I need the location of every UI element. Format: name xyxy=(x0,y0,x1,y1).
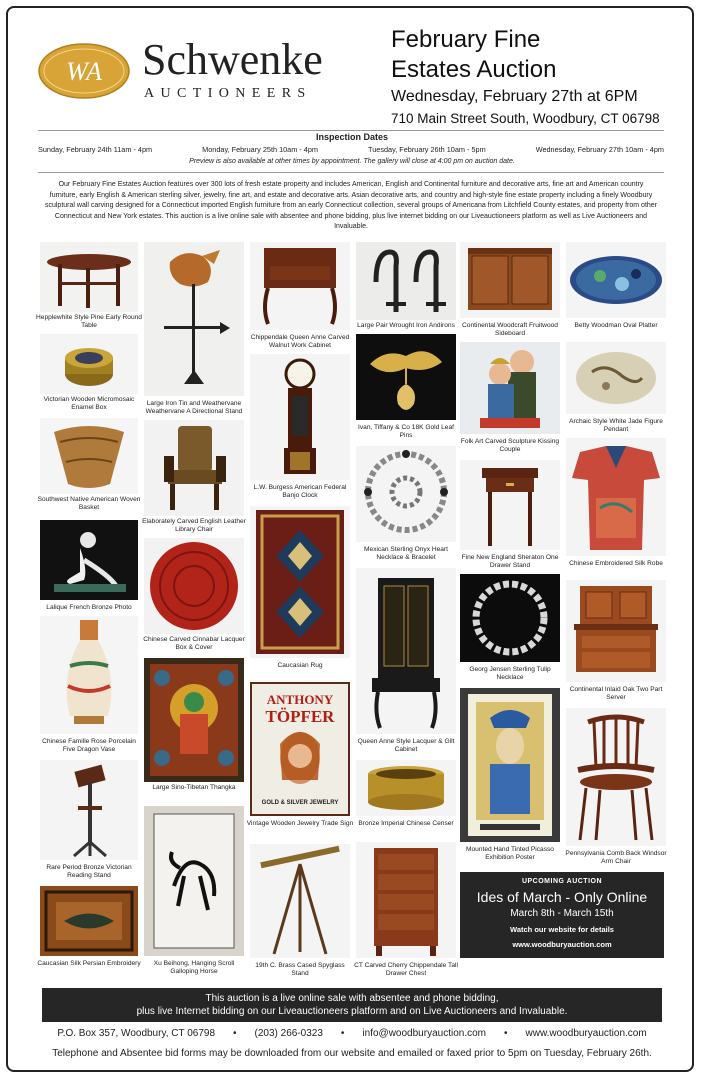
item-caption: Caucasian Rug xyxy=(277,662,323,669)
inspection-dates xyxy=(38,145,664,154)
item-caption: Queen Anne Style Lacquer & Gilt Cabinet xyxy=(357,738,455,753)
catalog-item[interactable] xyxy=(566,580,666,706)
item-photo xyxy=(250,682,350,816)
contact-separator: • xyxy=(504,1028,508,1039)
contact-email-link[interactable]: info@woodburyauction.com xyxy=(362,1028,486,1039)
inspection-title: Inspection Dates xyxy=(315,132,389,142)
catalog-item[interactable] xyxy=(460,342,560,458)
catalog-item[interactable] xyxy=(356,568,456,758)
item-photo xyxy=(566,708,666,846)
catalog-item[interactable] xyxy=(36,242,142,334)
item-caption: L.W. Burgess American Federal Banjo Clock xyxy=(253,484,347,499)
item-photo xyxy=(460,342,560,434)
item-caption: Betty Woodman Oval Platter xyxy=(574,322,658,329)
banner-line1: This auction is a live online sale with absentee and phone bidding, xyxy=(205,993,499,1004)
catalog-item[interactable] xyxy=(144,538,244,656)
item-photo xyxy=(40,520,138,600)
inspection-date: Tuesday, February 26th 10am - 5pm xyxy=(368,145,486,154)
catalog-item[interactable] xyxy=(566,342,666,438)
contact-row xyxy=(8,1028,694,1039)
item-caption: Large Iron Tin and Weathervane Weathervane A Directional Stand xyxy=(145,400,243,415)
item-caption: Fine New England Sheraton One Drawer Stand xyxy=(461,554,559,569)
item-photo xyxy=(144,420,244,516)
live-sale-banner xyxy=(42,988,662,1022)
upcoming-title: Ides of March - Only Online xyxy=(476,889,648,905)
item-caption: Elaborately Carved English Leather Library Chair xyxy=(142,518,246,533)
sign-line3: GOLD & SILVER JEWELRY xyxy=(261,800,339,806)
catalog-item[interactable] xyxy=(460,688,560,868)
item-caption: CT Carved Cherry Chippendale Tall Drawer Chest xyxy=(354,962,458,977)
catalog-item[interactable] xyxy=(40,616,138,758)
catalog-item[interactable] xyxy=(566,242,666,342)
catalog-item[interactable] xyxy=(144,242,244,420)
catalog-item[interactable] xyxy=(566,438,666,578)
item-caption: Vintage Wooden Jewelry Trade Sign xyxy=(246,820,354,827)
item-photo xyxy=(40,616,138,734)
contact-website-link[interactable]: www.woodburyauction.com xyxy=(525,1028,647,1039)
auction-flyer xyxy=(6,6,694,1072)
item-photo xyxy=(40,760,138,860)
item-photo xyxy=(566,242,666,318)
upcoming-dates: March 8th - March 15th xyxy=(510,908,614,919)
item-caption: Chinese Carved Cinnabar Lacquer Box & Cover xyxy=(143,636,245,651)
item-photo xyxy=(566,438,666,556)
catalog-item[interactable] xyxy=(40,520,138,614)
catalog-item[interactable] xyxy=(356,446,456,566)
catalog-item[interactable] xyxy=(250,242,350,354)
item-caption: Large Pair Wrought Iron Andirons xyxy=(357,322,455,329)
item-caption: Archaic Style White Jade Figure Pendant xyxy=(569,418,663,433)
item-caption: Pennsylvania Comb Back Windsor Arm Chair xyxy=(565,850,667,865)
inspection-date: Wednesday, February 27th 10am - 4pm xyxy=(535,145,664,154)
auction-title-line2: Estates Auction xyxy=(391,56,557,83)
item-photo xyxy=(40,242,138,312)
item-photo xyxy=(356,842,456,958)
item-photo xyxy=(356,334,456,420)
item-caption: Southwest Native American Woven Basket xyxy=(37,496,141,511)
auction-address: 710 Main Street South, Woodbury, CT 06798 xyxy=(391,111,660,126)
item-photo xyxy=(460,688,560,842)
item-photo xyxy=(144,658,244,782)
item-caption: Folk Art Carved Sculpture Kissing Couple xyxy=(460,438,560,453)
item-caption: Chinese Embroidered Silk Robe xyxy=(569,560,663,567)
item-photo xyxy=(250,844,350,958)
inspection-date: Sunday, February 24th 11am - 4pm xyxy=(38,145,153,154)
item-photo xyxy=(356,568,456,734)
item-photo xyxy=(356,242,456,320)
sign-line1: ANTHONY xyxy=(266,692,334,707)
item-photo xyxy=(40,886,138,956)
item-photo xyxy=(566,580,666,682)
item-caption: Chinese Famille Rose Porcelain Five Dragon Vase xyxy=(42,738,136,753)
item-photo xyxy=(40,334,138,394)
item-photo xyxy=(250,354,350,480)
contact-separator: • xyxy=(340,1028,345,1039)
item-caption: Mounted Hand Tinted Picasso Exhibition Poster xyxy=(466,846,554,861)
catalog-item[interactable] xyxy=(460,460,560,574)
contact-address: P.O. Box 357, Woodbury, CT 06798 xyxy=(57,1028,216,1039)
item-caption: Rare Period Bronze Victorian Reading Stand xyxy=(46,864,132,879)
item-caption: Lalique French Bronze Photo xyxy=(46,604,132,611)
bid-forms-note: Telephone and Absentee bid forms may be downloaded from our website and emailed or faxed prior to 5pm on Tuesday, February 26th. xyxy=(52,1048,652,1059)
catalog-item[interactable] xyxy=(356,842,456,980)
intro-paragraph: Our February Fine Estates Auction features over 300 lots of fresh estate property and includes American, English and Continental furniture and decorative arts, fine art and American country furniture, early English & American sterling silver, jewelry, fine art, and estate and decorative arts. Asian decorative arts, and country and high-style fine estate property including a finely Woodbury sculptural wall carving designed for a Connecticut imported English furniture from an early Connecticut collection, several groups of Americana from Litchfield County estates, and property from other Connecticut and New York estates. This auction is a live online sale with absentee and phone bidding, plus live internet bidding on our Liveauctioneers platform as well as Live Auctioneers and Invaluable. xyxy=(44,181,658,231)
catalog-item[interactable] xyxy=(40,334,138,416)
item-caption: Mexican Sterling Onyx Heart Necklace & Bracelet xyxy=(364,546,448,561)
catalog-item[interactable] xyxy=(250,844,350,980)
catalog-item[interactable] xyxy=(144,420,244,538)
divider xyxy=(38,130,664,131)
brand-subtitle: AUCTIONEERS xyxy=(144,86,312,101)
upcoming-auction-panel[interactable] xyxy=(460,872,664,958)
item-caption: Xu Beihong, Hanging Scroll Galloping Horse xyxy=(153,960,235,975)
item-photo xyxy=(460,574,560,662)
item-caption: Continental Woodcraft Fruitwood Sideboard xyxy=(462,322,558,337)
item-photo xyxy=(40,418,138,494)
inspection-note: Preview is also available at other times by appointment. The gallery will close at 4:00 pm on auction date. xyxy=(189,158,515,165)
catalog-item[interactable] xyxy=(460,574,560,686)
item-photo xyxy=(566,342,666,414)
item-caption: Hepplewhite Style Pine Early Round Table xyxy=(36,314,142,329)
catalog-item[interactable] xyxy=(566,708,666,870)
catalog-item[interactable] xyxy=(250,506,350,680)
brand-name: Schwenke xyxy=(142,35,323,84)
catalog-item[interactable] xyxy=(250,354,350,506)
auction-title-line1: February Fine xyxy=(391,26,541,53)
item-photo xyxy=(144,538,244,634)
catalog-item[interactable] xyxy=(246,682,354,838)
item-photo xyxy=(250,242,350,330)
item-caption: Victorian Wooden Micromosaic Enamel Box xyxy=(43,396,135,411)
item-caption: Bronze Imperial Chinese Censer xyxy=(358,820,454,827)
upcoming-label: UPCOMING AUCTION xyxy=(521,878,603,885)
banner-line2: plus live Internet bidding on our Liveauctioneers platform and on Live Auctioneers and Invaluable. xyxy=(136,1006,568,1017)
item-photo xyxy=(356,446,456,542)
item-photo xyxy=(356,760,456,816)
inspection-date: Monday, February 25th 10am - 4pm xyxy=(202,145,318,154)
upcoming-website-link[interactable]: www.woodburyauction.com xyxy=(512,940,612,949)
divider xyxy=(38,172,664,173)
item-caption: Caucasian Silk Persian Embroidery xyxy=(37,960,141,967)
catalog-item[interactable] xyxy=(356,334,456,444)
item-caption: 19th C. Brass Cased Spyglass Stand xyxy=(255,962,345,977)
item-photo xyxy=(460,460,560,550)
catalog-item[interactable] xyxy=(356,760,456,840)
item-photo xyxy=(250,506,350,658)
item-photo xyxy=(144,242,244,396)
catalog-item[interactable] xyxy=(144,658,244,802)
schwenke-logo-icon xyxy=(38,42,130,100)
catalog-item[interactable] xyxy=(40,760,138,884)
item-caption: Chippendale Queen Anne Carved Walnut Work Cabinet xyxy=(250,334,350,349)
sign-line2: TÖPFER xyxy=(265,707,335,726)
catalog-item[interactable] xyxy=(37,886,141,980)
svg-text:WA: WA xyxy=(66,57,102,86)
catalog-item[interactable] xyxy=(356,242,456,334)
catalog-item[interactable] xyxy=(37,418,141,520)
item-caption: Large Sino-Tibetan Thangka xyxy=(152,784,236,791)
item-caption: Continental Inlaid Oak Two Part Server xyxy=(569,686,663,701)
catalog-item[interactable] xyxy=(144,806,244,980)
auction-date: Wednesday, February 27th at 6PM xyxy=(391,88,638,105)
catalog-item[interactable] xyxy=(460,242,560,342)
contact-phone[interactable]: (203) 266-0323 xyxy=(254,1028,323,1039)
item-caption: Ivan, Tiffany & Co 18K Gold Leaf Pins xyxy=(358,424,454,439)
upcoming-watch: Watch our website for details xyxy=(510,925,614,934)
contact-separator: • xyxy=(233,1028,237,1039)
item-caption: Georg Jensen Sterling Tulip Necklace xyxy=(469,666,551,681)
item-photo xyxy=(144,806,244,956)
item-photo xyxy=(460,242,560,318)
